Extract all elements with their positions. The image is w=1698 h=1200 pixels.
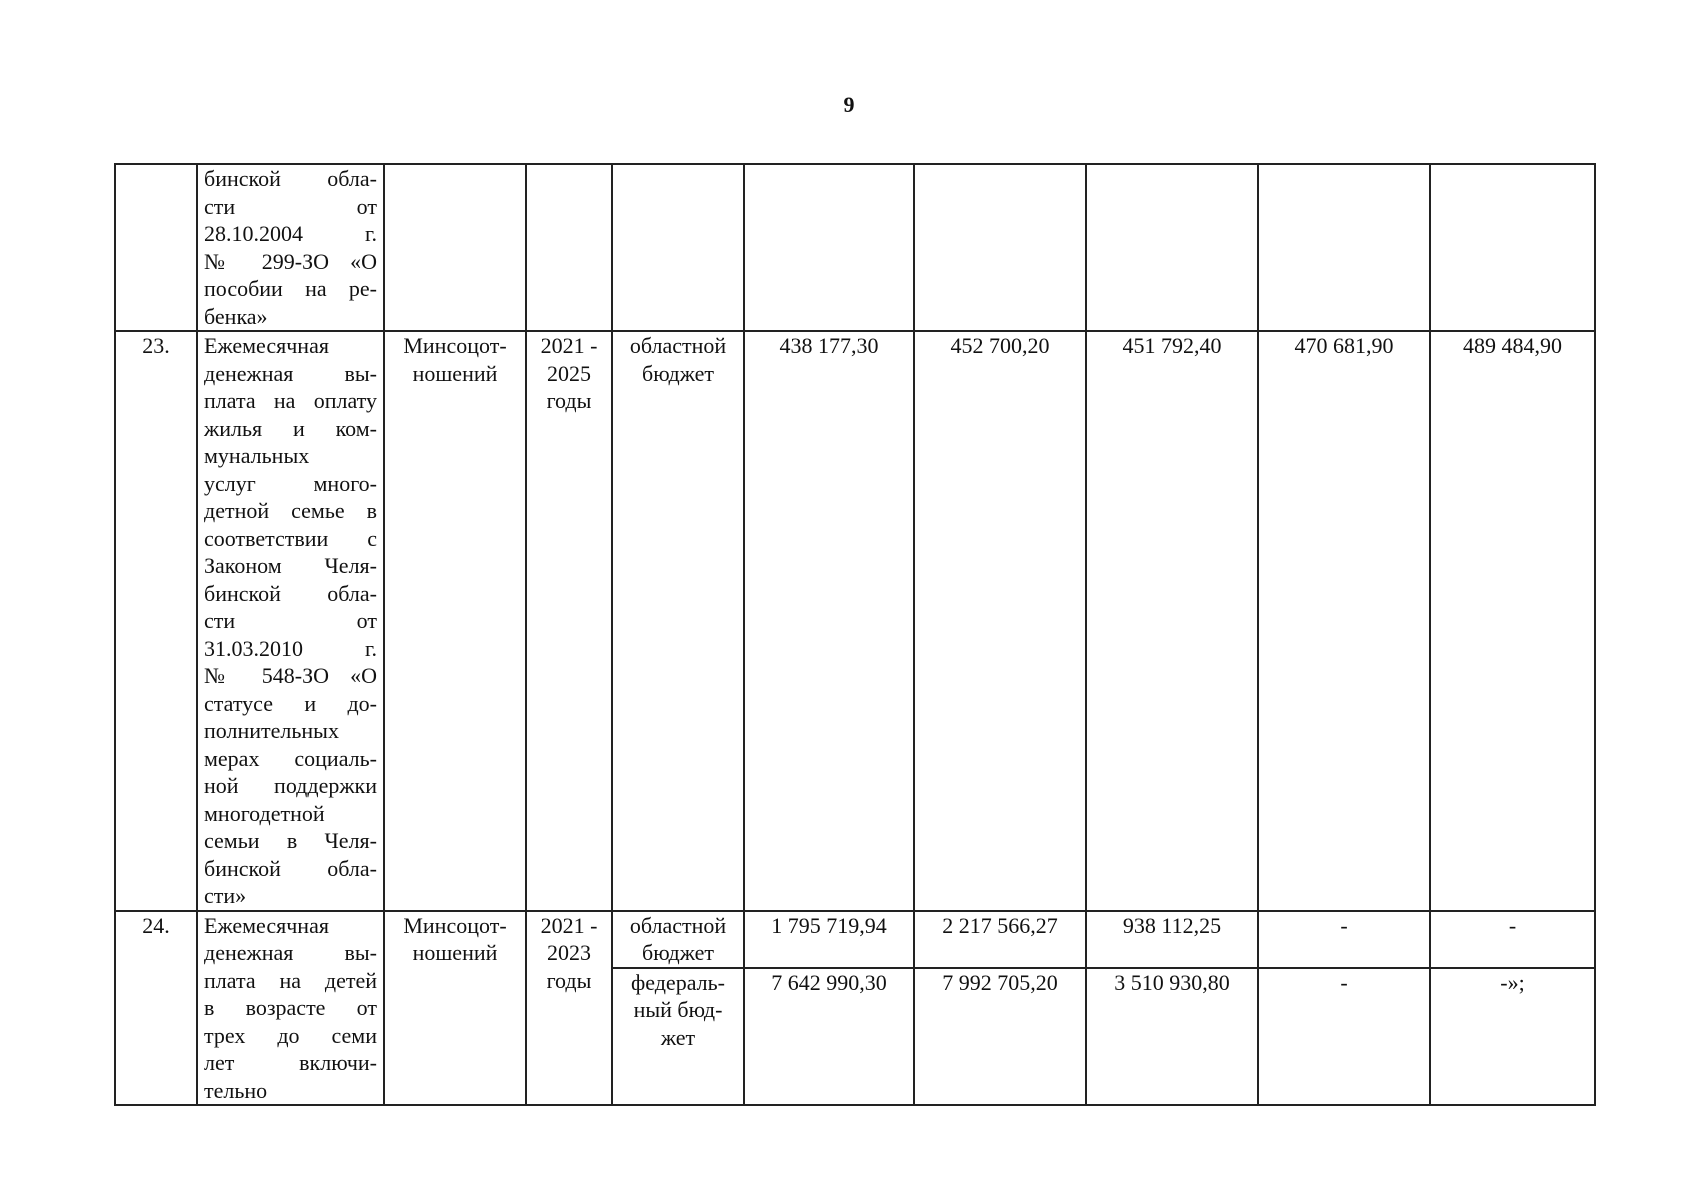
description-line: трех до семи [204, 1022, 377, 1048]
period-line: 2021 - [540, 912, 598, 938]
description-line: № 548-ЗО «О [204, 663, 377, 688]
description-line: сти от [204, 193, 377, 219]
amount-year-2: 2 217 566,27 [914, 911, 1086, 968]
description-line: бинской обла- [204, 580, 377, 606]
period-cell [526, 331, 612, 911]
description-line: детной семье в [204, 498, 377, 523]
amount-year-5: - [1430, 911, 1595, 968]
executor-line: ношений [412, 360, 498, 386]
executor-cell [384, 331, 526, 911]
description-line: статусе и до- [204, 690, 377, 716]
period-line: 2025 [547, 360, 591, 386]
description-line: соответствии с [204, 525, 377, 551]
amount-year-5: 489 484,90 [1430, 331, 1595, 911]
executor-cell [384, 911, 526, 1106]
description-line: денежная вы- [204, 360, 377, 386]
period-cell [526, 911, 612, 1106]
funding-source-line: бюджет [642, 360, 714, 386]
description-line: сти от [204, 608, 377, 633]
budget-table [114, 163, 1596, 1106]
measure-description [197, 911, 384, 1106]
funding-source-line: областной [629, 333, 727, 358]
description-line: плата на детей [204, 967, 377, 993]
funding-source [612, 331, 744, 911]
funding-source-line: жет [660, 1024, 696, 1050]
measure-description [197, 331, 384, 911]
funding-source-line: областной [629, 912, 727, 938]
row-number: 23. [115, 331, 197, 911]
description-line: услуг много- [204, 470, 377, 496]
description-line: жилья и ком- [204, 415, 377, 441]
period-cell [526, 164, 612, 331]
executor-line: Минсоцот- [403, 912, 507, 938]
amount-year-4: 470 681,90 [1258, 331, 1430, 911]
period-line: годы [546, 388, 592, 413]
description-line: семьи в Челя- [204, 828, 377, 853]
description-line: бинской обла- [204, 855, 377, 881]
description-line: бенка» [204, 303, 268, 329]
description-line: № 299-ЗО «О [204, 248, 377, 274]
period-line: 2023 [547, 940, 591, 965]
amount-year-3: 938 112,25 [1086, 911, 1258, 968]
amount-year-2 [914, 164, 1086, 331]
description-line: мунальных [204, 443, 310, 468]
description-line: в возрасте от [204, 995, 377, 1020]
amount-year-4: - [1258, 911, 1430, 968]
executor-line: Минсоцот- [403, 333, 507, 358]
amount-year-3 [1086, 164, 1258, 331]
funding-source-line: федераль- [631, 969, 725, 995]
description-line: пособии на ре- [204, 276, 377, 301]
amount-year-5 [1430, 164, 1595, 331]
executor-cell [384, 164, 526, 331]
period-line: годы [546, 967, 592, 993]
description-line: бинской обла- [204, 166, 377, 191]
amount-year-1: 7 642 990,30 [744, 968, 914, 1105]
description-line: Законом Челя- [204, 553, 377, 578]
description-line: полнительных [204, 718, 339, 743]
amount-year-1: 1 795 719,94 [744, 911, 914, 968]
description-line: сти» [204, 883, 247, 908]
funding-source [612, 911, 744, 968]
description-line: Ежемесячная [204, 912, 329, 938]
description-line: ной поддержки [204, 773, 377, 798]
amount-year-3: 451 792,40 [1086, 331, 1258, 911]
description-line: денежная вы- [204, 940, 377, 965]
amount-year-2: 452 700,20 [914, 331, 1086, 911]
table-row [115, 164, 1595, 331]
amount-year-1: 438 177,30 [744, 331, 914, 911]
amount-year-2: 7 992 705,20 [914, 968, 1086, 1105]
row-number [115, 164, 197, 331]
page-number: 9 [843, 92, 855, 117]
description-line: 28.10.2004 г. [204, 221, 377, 246]
amount-year-4: - [1258, 968, 1430, 1105]
row-number: 24. [115, 911, 197, 1106]
amount-year-4 [1258, 164, 1430, 331]
period-line: 2021 - [540, 333, 598, 358]
description-line: мерах социаль- [204, 745, 377, 771]
description-line: лет включи- [204, 1050, 377, 1075]
description-line: Ежемесячная [204, 333, 329, 358]
description-line: плата на оплату [204, 388, 377, 413]
amount-year-5: -»; [1430, 968, 1595, 1105]
description-line: тельно [204, 1077, 268, 1103]
executor-line: ношений [412, 940, 498, 965]
description-line: 31.03.2010 г. [204, 635, 377, 661]
funding-source-line: ный бюд- [633, 997, 723, 1023]
funding-source-line: бюджет [642, 940, 714, 965]
funding-source [612, 164, 744, 331]
amount-year-1 [744, 164, 914, 331]
measure-description [197, 164, 384, 331]
table-row [115, 911, 1595, 968]
description-line: многодетной [204, 800, 325, 826]
amount-year-3: 3 510 930,80 [1086, 968, 1258, 1105]
funding-source [612, 968, 744, 1105]
table-row [115, 331, 1595, 911]
